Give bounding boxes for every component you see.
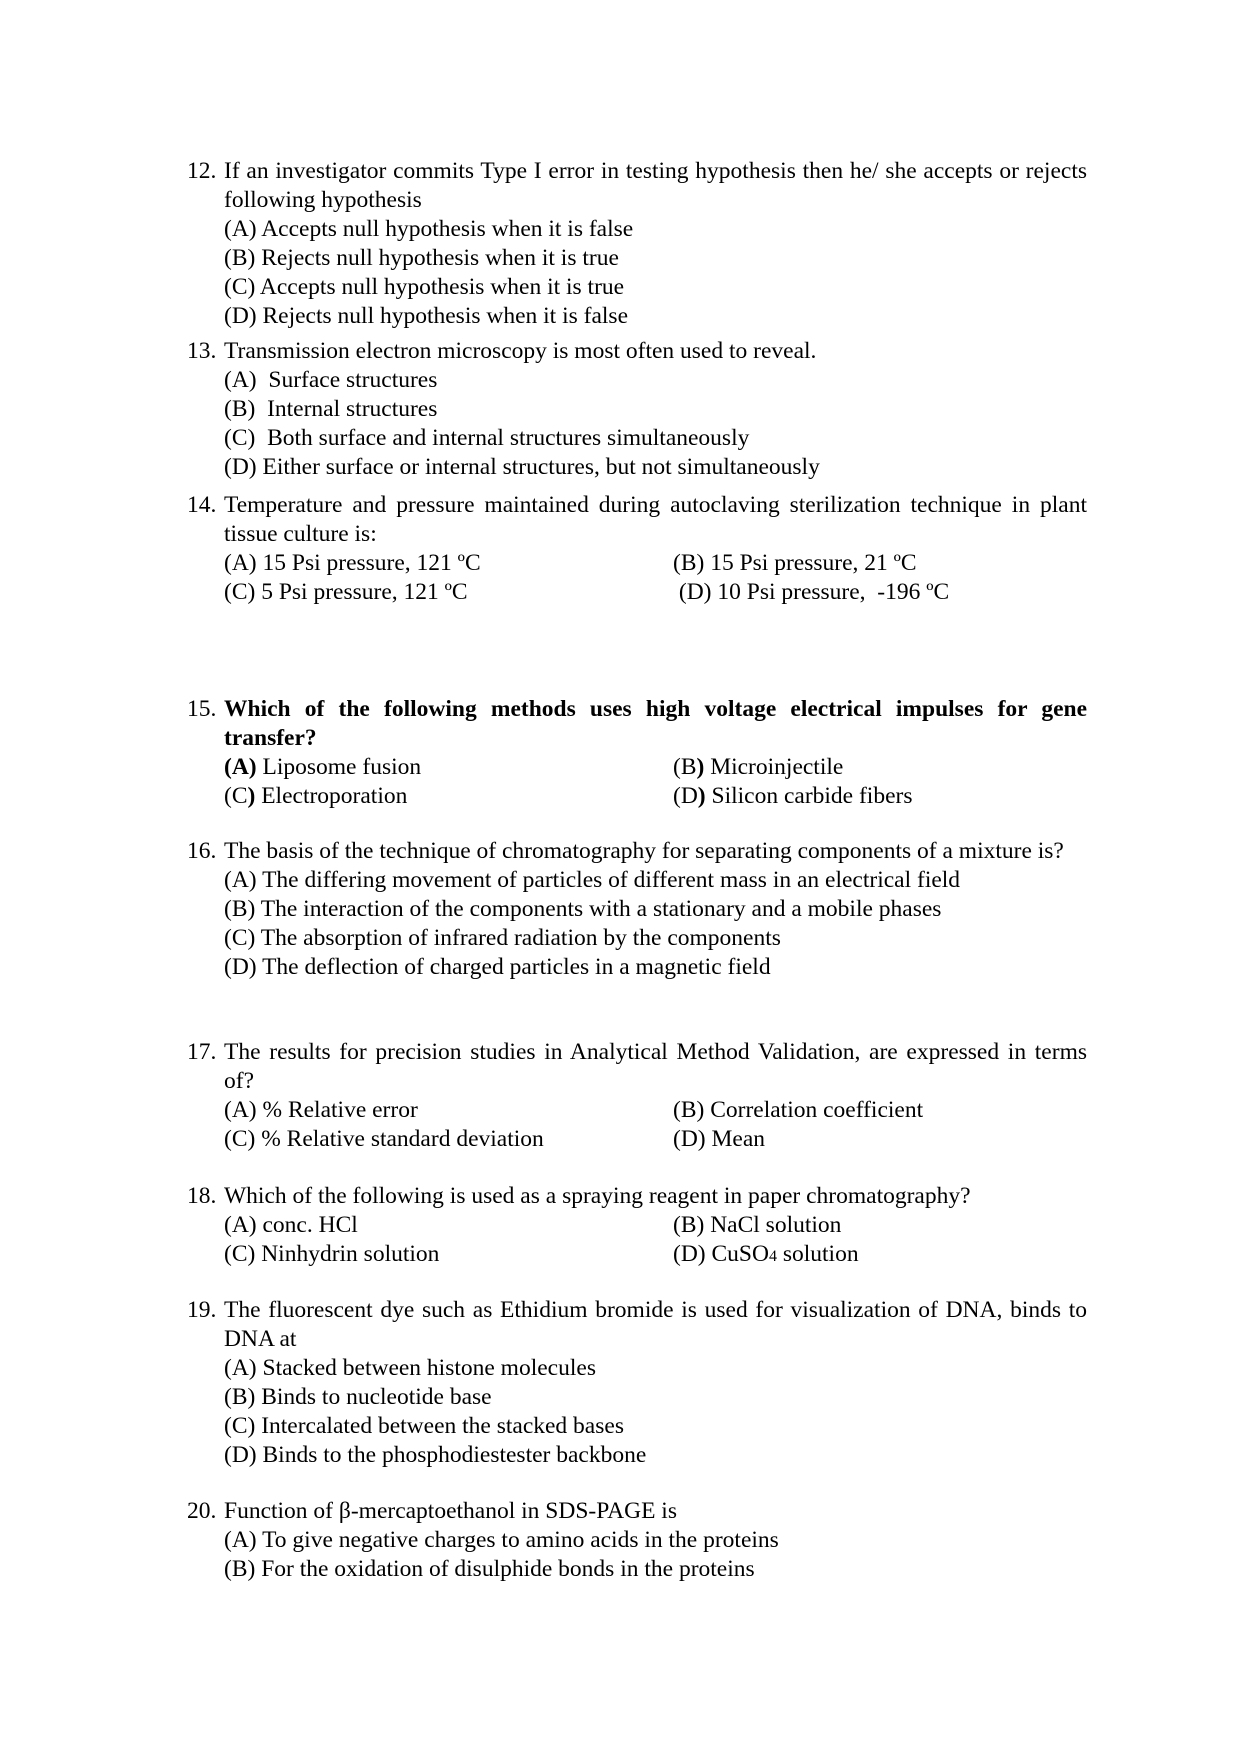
option-c: (C) Both surface and internal structures simultaneously <box>224 425 750 451</box>
question-number: 15. <box>187 696 217 722</box>
question-text: The fluorescent dye such as Ethidium bromide is used for visualization of DNA, binds to DNA at <box>224 1297 1087 1352</box>
question-number: 13. <box>187 338 217 364</box>
question-14 <box>187 491 1087 607</box>
option-d: (D) Silicon carbide fibers <box>673 783 913 809</box>
question-text: Function of β-mercaptoethanol in SDS-PAGE is <box>224 1498 677 1524</box>
question-text: Which of the following methods uses high voltage electrical impulses for gene transfer? <box>224 696 1087 751</box>
option-a: (A) Accepts null hypothesis when it is false <box>224 216 634 242</box>
question-number: 20. <box>187 1498 217 1524</box>
option-b: (B) Binds to nucleotide base <box>224 1384 492 1410</box>
option-b: (B) Internal structures <box>224 396 438 422</box>
option-a: (A) 15 Psi pressure, 121 ºC <box>224 550 481 576</box>
question-20 <box>187 1497 1087 1584</box>
question-text: Transmission electron microscopy is most often used to reveal. <box>224 338 817 364</box>
option-a: (A) The differing movement of particles of different mass in an electrical field <box>224 867 961 893</box>
question-number: 17. <box>187 1039 217 1065</box>
option-a: (A) Liposome fusion <box>224 754 422 780</box>
question-text: The results for precision studies in Analytical Method Validation, are expressed in terms of? <box>224 1039 1087 1094</box>
option-a: (A) % Relative error <box>224 1097 418 1123</box>
question-number: 16. <box>187 838 217 864</box>
question-text: The basis of the technique of chromatography for separating components of a mixture is? <box>224 838 1064 864</box>
question-16 <box>187 837 1087 982</box>
option-b: (B) 15 Psi pressure, 21 ºC <box>673 550 917 576</box>
question-number: 12. <box>187 158 217 184</box>
option-d: (D) Either surface or internal structures, but not simultaneously <box>224 454 820 480</box>
option-a: (A) conc. HCl <box>224 1212 358 1238</box>
option-d: (D) CuSO4 solution <box>673 1241 859 1267</box>
option-d: (D) Rejects null hypothesis when it is false <box>224 303 628 329</box>
option-c: (C) Intercalated between the stacked bases <box>224 1413 624 1439</box>
question-text: If an investigator commits Type I error in testing hypothesis then he/ she accepts or rejects following hypothesis <box>224 158 1087 213</box>
question-17 <box>187 1038 1087 1154</box>
question-number: 14. <box>187 492 217 518</box>
option-a: (A) Stacked between histone molecules <box>224 1355 596 1381</box>
question-18 <box>187 1182 1087 1271</box>
question-19 <box>187 1296 1087 1470</box>
option-c: (C) % Relative standard deviation <box>224 1126 544 1152</box>
option-d: (D) 10 Psi pressure, -196 ºC <box>673 579 950 605</box>
question-12 <box>187 157 1087 331</box>
option-c: (C) Ninhydrin solution <box>224 1241 440 1267</box>
option-b: (B) Microinjectile <box>673 754 844 780</box>
option-b: (B) For the oxidation of disulphide bonds in the proteins <box>224 1556 755 1582</box>
option-b: (B) NaCl solution <box>673 1212 842 1238</box>
option-d: (D) The deflection of charged particles in a magnetic field <box>224 954 771 980</box>
option-a: (A) To give negative charges to amino acids in the proteins <box>224 1527 779 1553</box>
question-text: Temperature and pressure maintained during autoclaving sterilization technique in plant tissue culture is: <box>224 492 1087 547</box>
option-b: (B) The interaction of the components with a stationary and a mobile phases <box>224 896 942 922</box>
option-c: (C) Accepts null hypothesis when it is true <box>224 274 625 300</box>
question-13 <box>187 337 1087 482</box>
option-a: (A) Surface structures <box>224 367 438 393</box>
question-number: 18. <box>187 1183 217 1209</box>
option-c: (C) Electroporation <box>224 783 408 809</box>
subscript: 4 <box>768 1248 777 1265</box>
option-b: (B) Correlation coefficient <box>673 1097 924 1123</box>
option-c: (C) 5 Psi pressure, 121 ºC <box>224 579 468 605</box>
option-label: (A) <box>224 754 257 780</box>
option-d: (D) Mean <box>673 1126 766 1152</box>
option-d: (D) Binds to the phosphodiestester backbone <box>224 1442 647 1468</box>
question-number: 19. <box>187 1297 217 1323</box>
question-15 <box>187 695 1087 811</box>
option-b: (B) Rejects null hypothesis when it is true <box>224 245 619 271</box>
option-c: (C) The absorption of infrared radiation by the components <box>224 925 781 951</box>
question-text: Which of the following is used as a spraying reagent in paper chromatography? <box>224 1183 971 1209</box>
